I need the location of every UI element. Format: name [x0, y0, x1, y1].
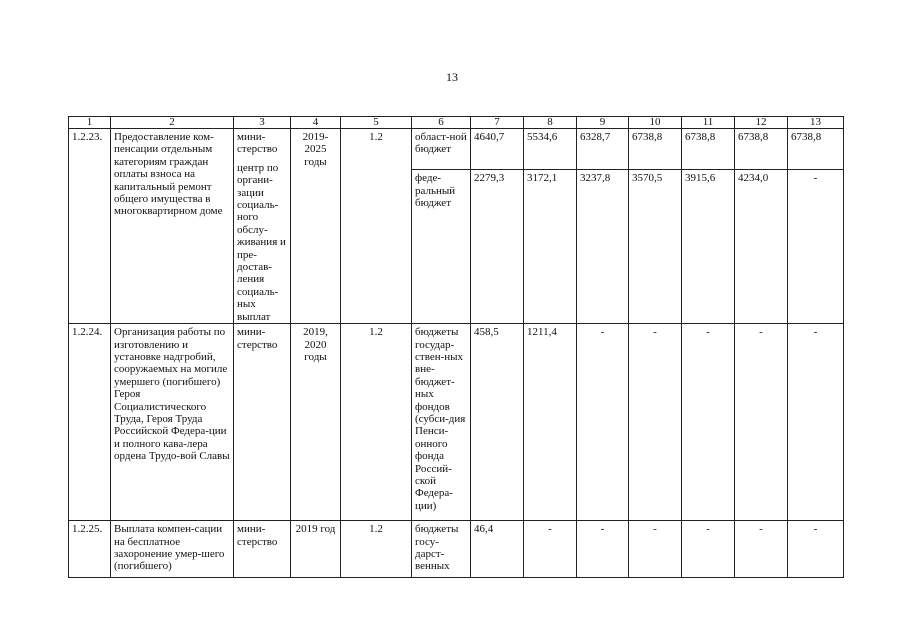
value-cell: 4640,7 — [471, 129, 524, 170]
value-cell: 3915,6 — [682, 170, 735, 324]
value-cell: 6738,8 — [629, 129, 682, 170]
period-cell: 2019, 2020 годы — [291, 324, 341, 521]
period-cell: 2019 год — [291, 521, 341, 578]
column-number-row — [69, 117, 844, 129]
value-cell: 2279,3 — [471, 170, 524, 324]
value-cell: - — [577, 324, 629, 521]
executor-text: центр по органи-зации социаль-ного обслу-живания и пре-достав-ления социаль-ных выплат — [237, 161, 286, 323]
value-cell: - — [577, 521, 629, 578]
value-cell: 46,4 — [471, 521, 524, 578]
value-cell: - — [629, 324, 682, 521]
value-cell: - — [735, 521, 788, 578]
column-number-cell: 9 — [577, 117, 629, 129]
measure-name-cell: Выплата компен-сации на бесплатное захоронение умер-шего (погибшего) — [111, 521, 234, 578]
column-number-cell: 2 — [111, 117, 234, 129]
value-cell: - — [735, 324, 788, 521]
value-cell: 3172,1 — [524, 170, 577, 324]
column-number-cell: 12 — [735, 117, 788, 129]
column-number-cell: 4 — [291, 117, 341, 129]
executor-cell — [234, 129, 291, 324]
funding-source-cell: феде-ральный бюджет — [412, 170, 471, 324]
page-number: 13 — [446, 70, 458, 84]
column-number-cell: 6 — [412, 117, 471, 129]
executor-cell: мини-стерство — [234, 521, 291, 578]
target-indicator-cell: 1.2 — [341, 129, 412, 324]
program-table — [68, 116, 844, 578]
table-row — [69, 324, 844, 521]
value-cell: 3237,8 — [577, 170, 629, 324]
value-cell: - — [788, 324, 844, 521]
row-number-cell: 1.2.25. — [69, 521, 111, 578]
column-number-cell: 3 — [234, 117, 291, 129]
value-cell: 6738,8 — [735, 129, 788, 170]
value-cell: - — [629, 521, 682, 578]
period-cell: 2019-2025 годы — [291, 129, 341, 324]
value-cell: 458,5 — [471, 324, 524, 521]
value-cell: - — [682, 521, 735, 578]
column-number-cell: 8 — [524, 117, 577, 129]
row-number-cell: 1.2.24. — [69, 324, 111, 521]
column-number-cell: 10 — [629, 117, 682, 129]
measure-name-cell: Предоставление ком-пенсации отдельным категориям граждан оплаты взноса на капитальный ремонт общего имущества в многоквартирном доме — [111, 129, 234, 324]
value-cell: 6328,7 — [577, 129, 629, 170]
row-number-cell: 1.2.23. — [69, 129, 111, 324]
value-cell: 3570,5 — [629, 170, 682, 324]
column-number-cell: 1 — [69, 117, 111, 129]
executor-text: мини-стерство — [237, 131, 278, 156]
value-cell: - — [682, 324, 735, 521]
value-cell: 1211,4 — [524, 324, 577, 521]
table-row — [69, 521, 844, 578]
executor-cell: мини-стерство — [234, 324, 291, 521]
funding-source-cell: бюджеты госу-дарст-венных — [412, 521, 471, 578]
value-cell: 4234,0 — [735, 170, 788, 324]
column-number-cell: 13 — [788, 117, 844, 129]
funding-source-cell: област-ной бюджет — [412, 129, 471, 170]
column-number-cell: 5 — [341, 117, 412, 129]
target-indicator-cell: 1.2 — [341, 521, 412, 578]
target-indicator-cell: 1.2 — [341, 324, 412, 521]
funding-source-cell: бюджеты государ-ствен-ных вне-бюджет-ных фондов (субси-дия Пенси-онного фонда Россий-ской Федера-ции) — [412, 324, 471, 521]
value-cell: 6738,8 — [682, 129, 735, 170]
value-cell: - — [788, 170, 844, 324]
value-cell: - — [524, 521, 577, 578]
column-number-cell: 11 — [682, 117, 735, 129]
measure-name-cell: Организация работы по изготовлению и установке надгробий, сооружаемых на могиле умершего (погибшего) Героя Социалистического Труда, Героя Труда Российской Федера-ции и полного кава-лера ордена Трудо-вой Славы — [111, 324, 234, 521]
value-cell: 6738,8 — [788, 129, 844, 170]
value-cell: - — [788, 521, 844, 578]
column-number-cell: 7 — [471, 117, 524, 129]
table-row — [69, 129, 844, 170]
value-cell: 5534,6 — [524, 129, 577, 170]
